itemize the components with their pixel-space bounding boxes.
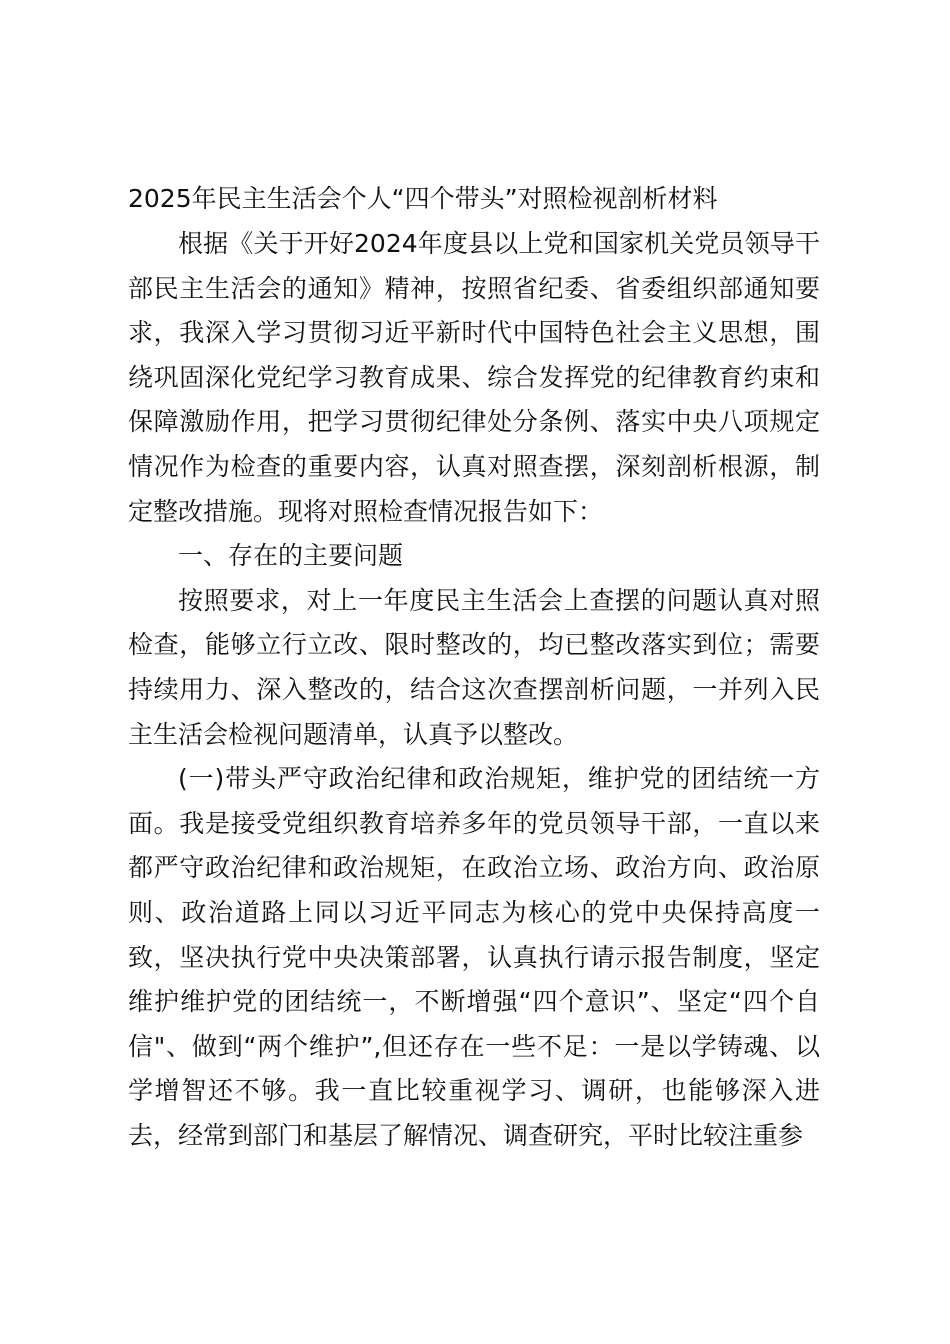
- paragraph-political-discipline: (一)带头严守政治纪律和政治规矩，维护党的团结统一方面。我是接受党组织教育培养多年的党员领导干部，一直以来都严守政治纪律和政治规矩，在政治立场、政治方向、政治原则、政治道路上同以习近平同志为核心的党中央保持高度一致，坚决执行党中央决策部署，认真执行请示报告制度，坚定维护维护党的团结统一，不断增强“四个意识”、坚定“四个自信"、做到“两个维护”,但还存在一些不足：一是以学铸魂、以学增智还不够。我一直比较重视学习、调研，也能够深入进去，经常到部门和基层了解情况、调查研究，平时比较注重参: [128, 764, 820, 1150]
- paragraph-requirements: 按照要求，对上一年度民主生活会上查摆的问题认真对照检查，能够立行立改、限时整改的，均已整改落实到位；需要持续用力、深入整改的，结合这次查摆剖析问题，一并列入民主生活会检视问题清单，认真予以整改。: [128, 585, 820, 749]
- paragraph-intro: 根据《关于开好2024年度县以上党和国家机关党员领导干部民主生活会的通知》精神，按照省纪委、省委组织部通知要求，我深入学习贯彻习近平新时代中国特色社会主义思想，围绕巩固深化党纪学习教育成果、综合发挥党的纪律教育约束和保障激励作用，把学习贯彻纪律处分条例、落实中央八项规定情况作为检查的重要内容，认真对照查摆，深刻剖析根源，制定整改措施。现将对照检查情况报告如下：: [128, 229, 820, 526]
- document-body: [128, 222, 820, 1158]
- document-title: 2025年民主生活会个人“四个带头”对照检视剖析材料: [128, 184, 718, 213]
- section-heading-problems: 一、存在的主要问题: [178, 541, 404, 571]
